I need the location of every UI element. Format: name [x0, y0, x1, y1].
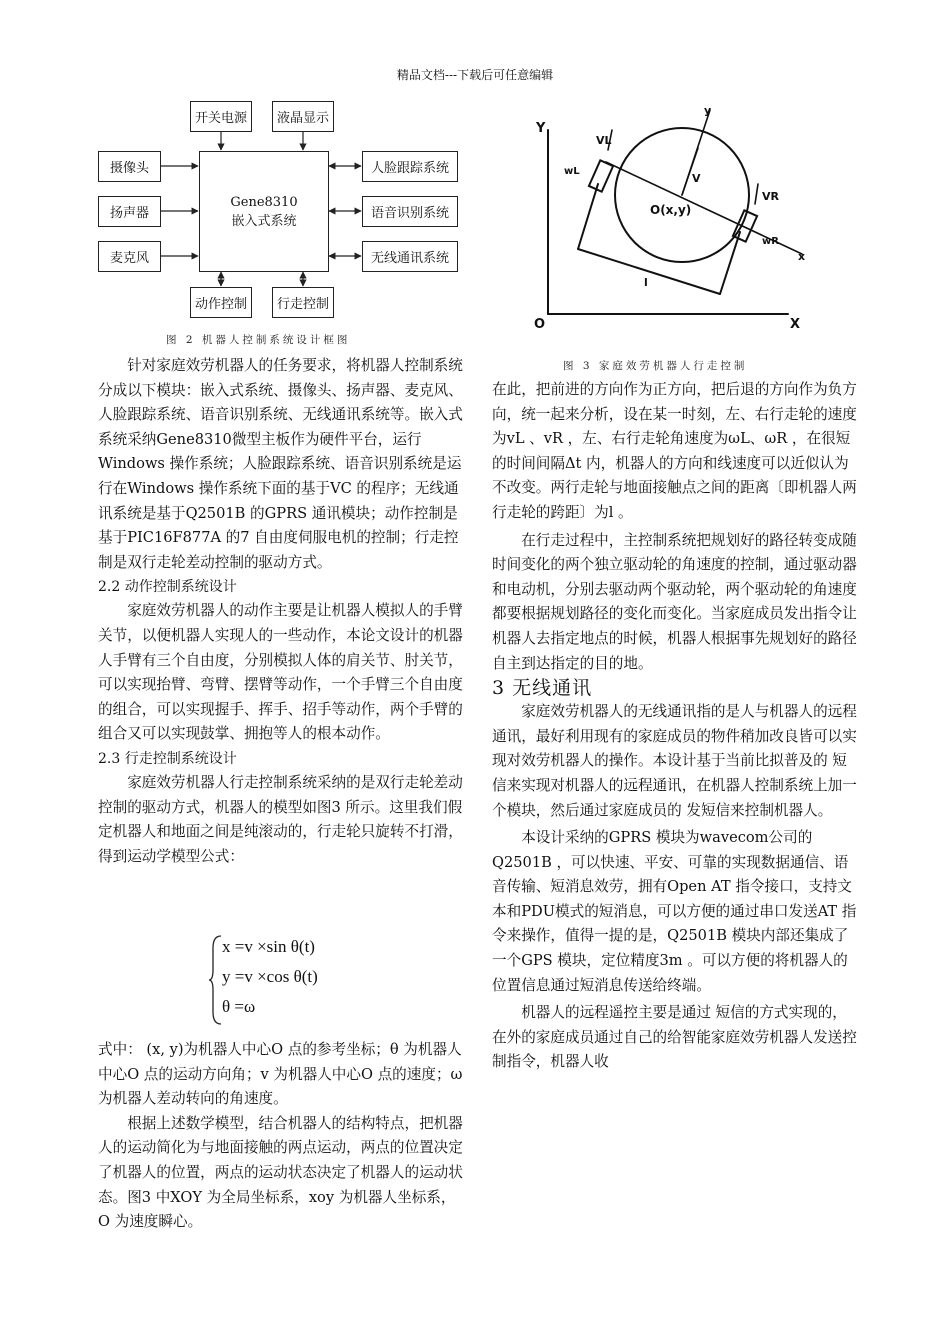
figure-3-sketch [520, 92, 820, 340]
label-wL: wL [564, 166, 580, 177]
box-voice-recognition: 语音识别系统 [362, 196, 458, 227]
box-face-tracking: 人脸跟踪系统 [362, 151, 458, 182]
formula-theta: θ =ω [222, 997, 256, 1016]
box-walking-control: 行走控制 [272, 287, 334, 318]
label-x: x [798, 250, 806, 263]
label-vR: VR [762, 190, 779, 203]
formula-y: y =v ×cos θ(t) [222, 967, 318, 986]
right-column [492, 378, 858, 1075]
box-microphone: 麦克风 [98, 241, 161, 272]
label-l: l [644, 276, 648, 289]
box-camera: 摄像头 [98, 151, 161, 182]
formula-lines [222, 932, 318, 1022]
paragraph-direction-def: 在此，把前进的方向作为正方向，把后退的方向作为负方向，统一起来分析，设在某一时刻，左、右行走轮的速度为vL 、vR ，左、右行走轮角速度为ωL、ωR ，在很短的时间间隔Δt 内，机器人的方向和线速度可以近似认为不改变。两行走轮与地面接触点之间的距离〔即机器人两行走轮的跨距〕为l 。 [492, 381, 857, 521]
box-embedded-system [199, 151, 329, 272]
box-wireless-comm: 无线通讯系统 [362, 241, 458, 272]
label-X: X [790, 317, 801, 332]
heading-2-2: 2.2 动作控制系统设计 [98, 579, 237, 596]
label-origin: O [534, 317, 546, 332]
paragraph-module-overview: 针对家庭效劳机器人的任务要求，将机器人控制系统分成以下模块：嵌入式系统、摄像头、扬声器、麦克风、人脸跟踪系统、语音识别系统、无线通讯系统等。嵌入式系统采纳Gene8310微型主板作为硬件平台，运行Windows 操作系统；人脸跟踪系统、语音识别系统是运行在Windows 操作系统下面的基于VC 的程序；无线通讯系统是基于Q2501B 的GPRS 通讯模块；动作控制是基于PIC16F877A 的7 自由度伺服电机的控制；行走控制是双行走轮差动控制的驱动方式。 [98, 357, 463, 571]
paragraph-gprs-module: 本设计采纳的GPRS 模块为wavecom公司的Q2501B ，可以快速、平安、可靠的实现数据通信、语音传输、短消息效劳，拥有Open AT 指令接口，支持文本和PDU模式的短消息，可以方便的通过串口发送AT 指令来操作，值得一提的是，Q2501B 模块内部还集成了一个GPS 模块，定位精度3m 。可以方便的将机器人的位置信息通过短消息传送给终端。 [492, 829, 857, 994]
label-vL: VL [596, 134, 612, 147]
left-column-lower [98, 1038, 464, 1235]
left-column [98, 354, 464, 869]
vR-arrow [755, 184, 758, 204]
paragraph-path-control: 在行走过程中，主控制系统把规划好的路径转变成随时间变化的两个独立驱动轮的角速度的控制，通过驱动器和电动机，分别去驱动两个驱动轮，两个驱动轮的角速度都要根据规划路径的变化而变化。当家庭成员发出指令让机器人去指定地点的时候，机器人根据事先规划好的路径自主到达指定的目的地。 [492, 531, 857, 672]
paragraph-wireless-intro: 家庭效劳机器人的无线通讯指的是人与机器人的远程通讯，最好利用现有的家庭成员的物件稍加改良皆可以实现对效劳机器人的操作。本设计基于当前比拟普及的 短信来实现对机器人的远程通讯，在机器人控制系统上加一个模块，然后通过家庭成员的 发短信来控制机器人。 [492, 703, 857, 819]
heading-3-wireless: 3 无线通讯 [492, 677, 593, 700]
label-y: y [704, 104, 712, 117]
formula-brace [209, 934, 223, 1026]
label-center: O(x,y) [650, 203, 692, 217]
label-v: V [692, 172, 701, 185]
left-wheel [589, 160, 613, 191]
box-speaker: 扬声器 [98, 196, 161, 227]
box-lcd-display: 液晶显示 [272, 101, 334, 132]
formula-x: x =v ×sin θ(t) [222, 937, 315, 956]
figure-3-caption: 图 3 家庭效劳机器人行走控制 [563, 360, 748, 372]
paragraph-model-simplify: 根据上述数学模型，结合机器人的结构特点，把机器人的运动简化为与地面接触的两点运动，两点的位置决定了机器人的位置，两点的运动状态决定了机器人的运动状态。图3 中XOY 为全局坐标系，xoy 为机器人坐标系，O 为速度瞬心。 [98, 1114, 463, 1231]
embedded-system-label: 嵌入式系统 [231, 213, 297, 229]
paragraph-formula-explain: 式中： (x, y)为机器人中心O 点的参考坐标；θ 为机器人中心O 点的运动方向角；v 为机器人中心O 点的速度；ω 为机器人差动转向的角速度。 [98, 1041, 463, 1108]
paragraph-motion-control: 家庭效劳机器人的动作主要是让机器人模拟人的手臂关节，以便机器人实现人的一些动作，本论文设计的机器人手臂有三个自由度，分别模拟人体的肩关节、肘关节，可以实现抬臂、弯臂、摆臂等动作，一个手臂三个自由度的组合，可以实现握手、挥手、招手等动作，两个手臂的组合又可以实现鼓掌、拥抱等人的根本动作。 [98, 602, 463, 743]
paragraph-remote-control: 机器人的远程遥控主要是通过 短信的方式实现的，在外的家庭成员通过自己的给智能家庭效劳机器人发送控制指令，机器人收 [492, 1004, 857, 1071]
figure-2-caption: 图 2 机器人控制系统设计框图 [166, 334, 351, 346]
wheel-base-left [578, 184, 598, 249]
heading-2-3: 2.3 行走控制系统设计 [98, 750, 237, 767]
page-header: 精品文档---下载后可任意编辑 [396, 68, 554, 82]
box-motion-control: 动作控制 [190, 287, 252, 318]
label-wR: wR [762, 236, 779, 247]
label-Y: Y [536, 121, 546, 136]
wheel-base-lower [578, 249, 720, 294]
embedded-system-model: Gene8310 [230, 194, 298, 210]
box-power-switch: 开关电源 [190, 101, 252, 132]
paragraph-walking-control: 家庭效劳机器人行走控制系统采纳的是双行走轮差动控制的驱动方式，机器人的模型如图3 所示。这里我们假定机器人和地面之间是纯滚动的，行走轮只旋转不打滑，得到运动学模型公式： [98, 773, 463, 865]
